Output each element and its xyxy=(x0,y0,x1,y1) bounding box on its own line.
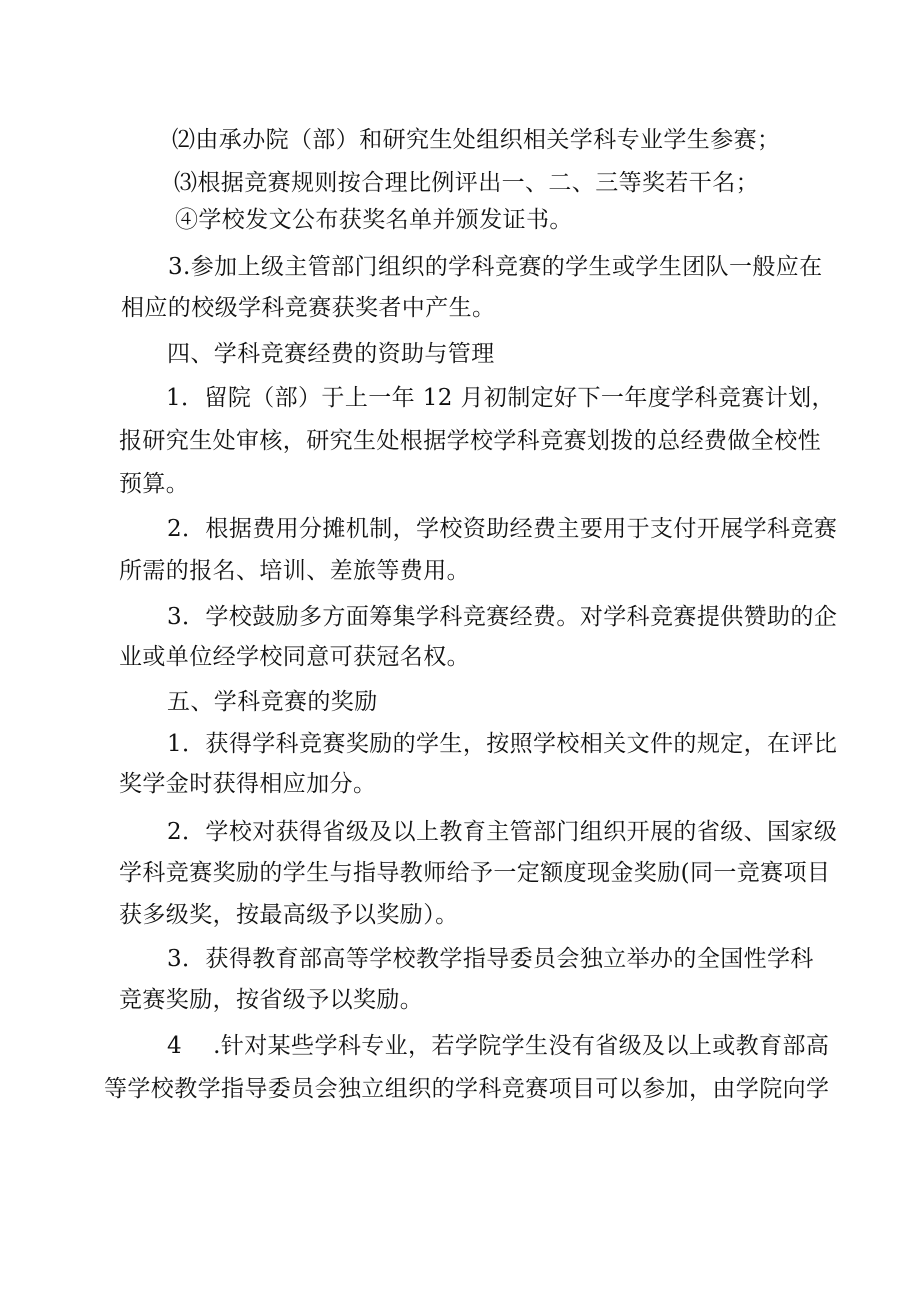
text-line: 3．学校鼓励多方面筹集学科竞赛经费。对学科竞赛提供赞助的企 xyxy=(167,604,838,630)
section-heading: 四、学科竞赛经费的资助与管理 xyxy=(167,341,495,367)
text-line: ⑶根据竞赛规则按合理比例评出一、二、三等奖若干名； xyxy=(174,170,759,196)
section-heading: 五、学科竞赛的奖励 xyxy=(167,689,378,715)
text-line: ④学校发文公布获奖名单并颁发证书。 xyxy=(175,207,573,233)
text-line: 2．学校对获得省级及以上教育主管部门组织开展的省级、国家级 xyxy=(167,819,838,845)
text-line: 4 .针对某些学科专业，若学院学生没有省级及以上或教育部高 xyxy=(167,1033,830,1059)
text-line: 学科竞赛奖励的学生与指导教师给予一定额度现金奖励(同一竞赛项目 xyxy=(119,860,831,886)
text-line: 3.参加上级主管部门组织的学科竞赛的学生或学生团队一般应在 xyxy=(168,254,823,280)
text-line: 等学校教学指导委员会独立组织的学科竞赛项目可以参加，由学院向学 xyxy=(104,1076,830,1102)
text-line: 3．获得教育部高等学校教学指导委员会独立举办的全国性学科 xyxy=(167,946,814,972)
text-line: 奖学金时获得相应加分。 xyxy=(119,771,377,797)
text-line: 业或单位经学校同意可获冠名权。 xyxy=(119,644,470,670)
text-line: 1．获得学科竞赛奖励的学生，按照学校相关文件的规定，在评比 xyxy=(167,731,838,757)
text-line: 相应的校级学科竞赛获奖者中产生。 xyxy=(121,295,496,321)
text-line: 报研究生处审核，研究生处根据学校学科竞赛划拨的总经费做全校性 xyxy=(119,428,821,454)
text-line: 1．留院（部）于上一年 12 月初制定好下一年度学科竞赛计划， xyxy=(166,385,835,411)
text-line: 2．根据费用分摊机制，学校资助经费主要用于支付开展学科竞赛 xyxy=(167,516,838,542)
text-line: 预算。 xyxy=(119,471,190,497)
text-line: 竞赛奖励，按省级予以奖励。 xyxy=(119,987,424,1013)
text-line: ⑵由承办院（部）和研究生处组织相关学科专业学生参赛； xyxy=(172,127,781,153)
text-line: 所需的报名、培训、差旅等费用。 xyxy=(119,558,470,584)
text-line: 获多级奖，按最高级予以奖励）。 xyxy=(119,902,459,928)
